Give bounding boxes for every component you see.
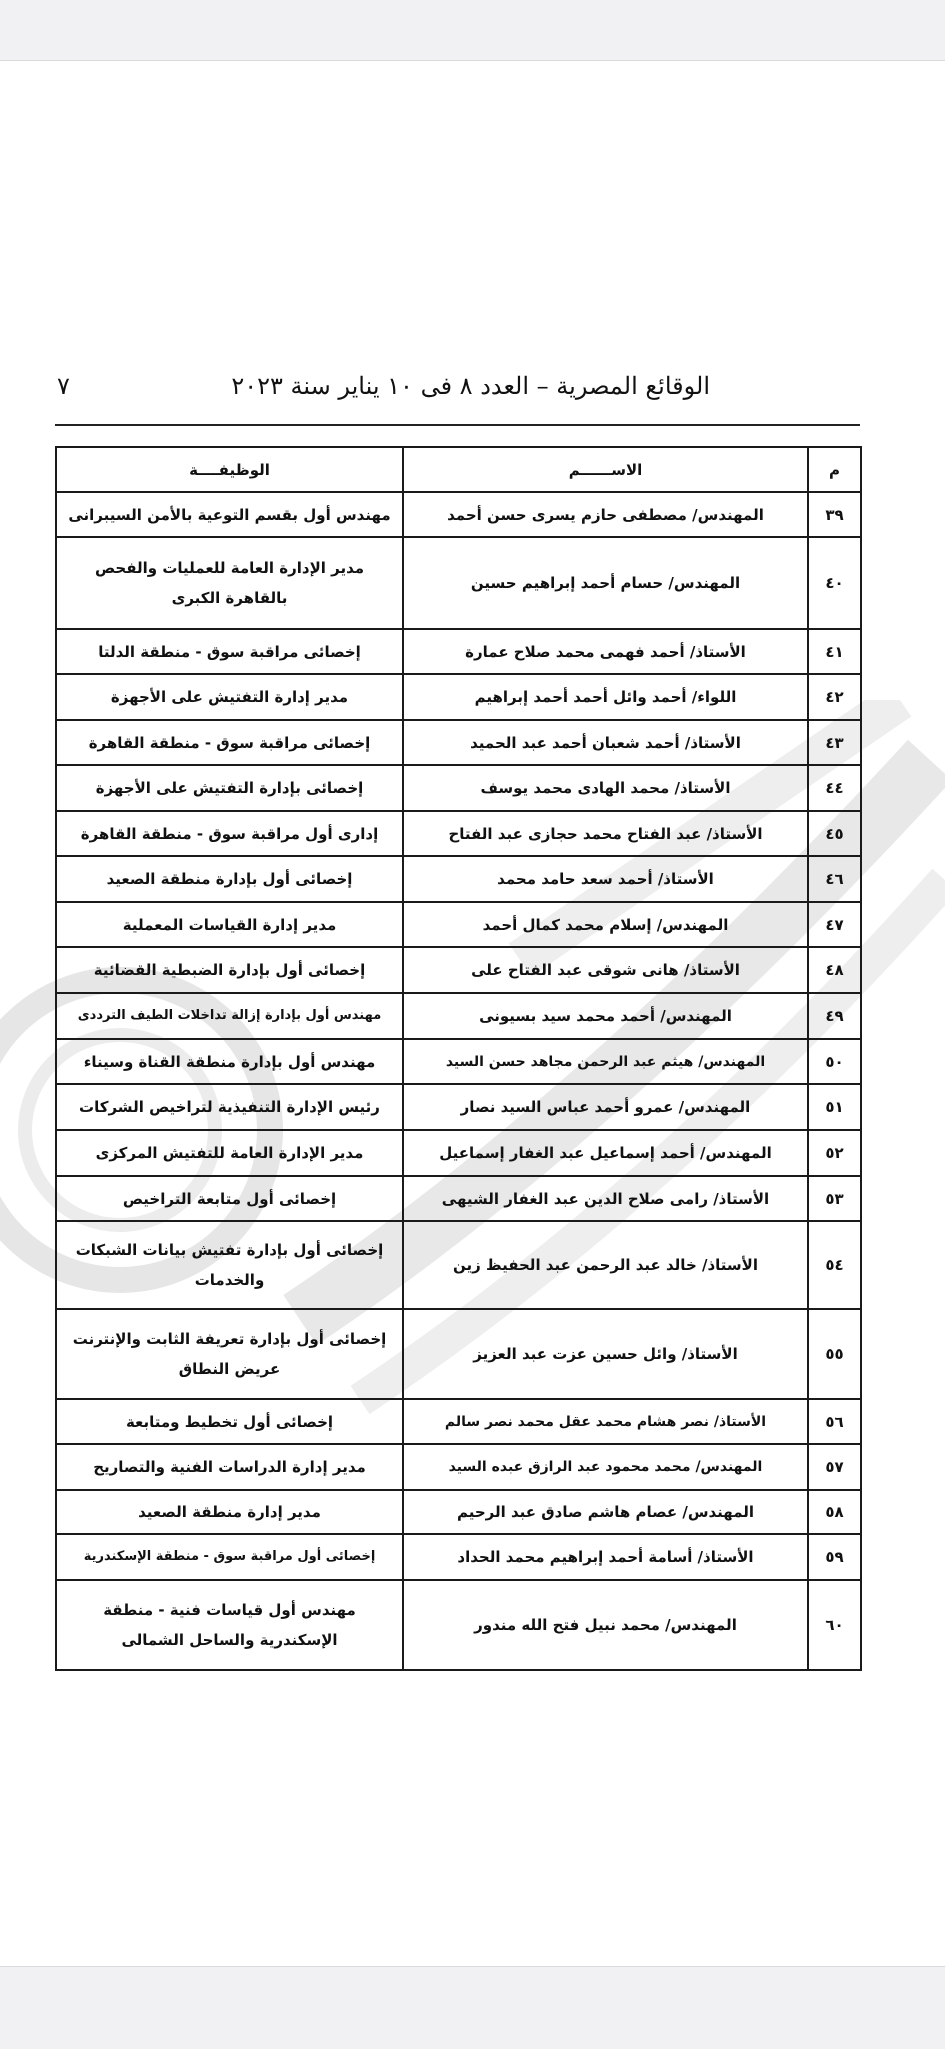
- row-job: مهندس أول بإدارة إزالة تداخلات الطيف الترددى: [56, 993, 403, 1039]
- row-job: مدير إدارة منطقة الصعيد: [56, 1490, 403, 1534]
- row-number: ٤٥: [808, 811, 861, 856]
- table-row: [56, 1534, 861, 1580]
- row-job: مدير الإدارة العامة للتفتيش المركزى: [56, 1130, 403, 1176]
- row-name: المهندس/ محمد نبيل فتح الله مندور: [403, 1580, 808, 1670]
- column-header-job: الوظيفــــة: [56, 447, 403, 492]
- row-number: ٥٥: [808, 1309, 861, 1399]
- row-number: ٥٧: [808, 1444, 861, 1490]
- table-row: [56, 856, 861, 902]
- row-job: مهندس أول قياسات فنية - منطقة الإسكندرية والساحل الشمالى: [56, 1580, 403, 1670]
- row-job: إخصائى أول بإدارة منطقة الصعيد: [56, 856, 403, 902]
- row-job: مدير إدارة التفتيش على الأجهزة: [56, 674, 403, 720]
- row-number: ٤٩: [808, 993, 861, 1039]
- row-name: الأستاذ/ أحمد سعد حامد محمد: [403, 856, 808, 902]
- table-row: [56, 537, 861, 629]
- row-number: ٤٠: [808, 537, 861, 629]
- row-job: إخصائى أول مراقبة سوق - منطقة الإسكندرية: [56, 1534, 403, 1580]
- row-name: المهندس/ عصام هاشم صادق عبد الرحيم: [403, 1490, 808, 1534]
- table-row: [56, 1084, 861, 1130]
- table-row: [56, 765, 861, 811]
- table-row: [56, 1221, 861, 1309]
- row-name: الأستاذ/ هانى شوقى عبد الفتاح على: [403, 947, 808, 993]
- header-title: الوقائع المصرية – العدد ٨ فى ١٠ يناير سنة ٢٠٢٣: [231, 372, 710, 400]
- row-job: إخصائى أول بإدارة تفتيش بيانات الشبكات والخدمات: [56, 1221, 403, 1309]
- row-name: الأستاذ/ أحمد شعبان أحمد عبد الحميد: [403, 720, 808, 765]
- row-number: ٦٠: [808, 1580, 861, 1670]
- table-row: [56, 1444, 861, 1490]
- row-number: ٥٩: [808, 1534, 861, 1580]
- row-name: الأستاذ/ خالد عبد الرحمن عبد الحفيظ زين: [403, 1221, 808, 1309]
- gazette-header: [55, 368, 860, 426]
- viewer-bottom-bar: [0, 1966, 945, 2049]
- table-row: [56, 1399, 861, 1444]
- row-job: إخصائى مراقبة سوق - منطقة الدلتا: [56, 629, 403, 674]
- row-job: إدارى أول مراقبة سوق - منطقة القاهرة: [56, 811, 403, 856]
- row-number: ٣٩: [808, 492, 861, 537]
- row-name: الأستاذ/ أحمد فهمى محمد صلاح عمارة: [403, 629, 808, 674]
- row-name: الأستاذ/ محمد الهادى محمد يوسف: [403, 765, 808, 811]
- table-row: [56, 1580, 861, 1670]
- row-number: ٤٨: [808, 947, 861, 993]
- row-job: مهندس أول بقسم التوعية بالأمن السيبرانى: [56, 492, 403, 537]
- table-row: [56, 1309, 861, 1399]
- row-name: المهندس/ محمد محمود عبد الرازق عبده السيد: [403, 1444, 808, 1490]
- table-header-row: [56, 447, 861, 492]
- row-number: ٥٣: [808, 1176, 861, 1221]
- row-number: ٤٢: [808, 674, 861, 720]
- row-name: المهندس/ إسلام محمد كمال أحمد: [403, 902, 808, 947]
- row-number: ٥٦: [808, 1399, 861, 1444]
- row-number: ٤٣: [808, 720, 861, 765]
- row-job: إخصائى أول تخطيط ومتابعة: [56, 1399, 403, 1444]
- row-number: ٤٦: [808, 856, 861, 902]
- page-number: ٧: [57, 372, 70, 400]
- row-job: مدير إدارة القياسات المعملية: [56, 902, 403, 947]
- appointments-table: [55, 446, 862, 1671]
- table-row: [56, 947, 861, 993]
- row-number: ٥١: [808, 1084, 861, 1130]
- table-row: [56, 720, 861, 765]
- row-job: إخصائى بإدارة التفتيش على الأجهزة: [56, 765, 403, 811]
- table-row: [56, 1176, 861, 1221]
- row-job: إخصائى أول بإدارة الضبطية القضائية: [56, 947, 403, 993]
- table-row: [56, 1130, 861, 1176]
- row-number: ٤٤: [808, 765, 861, 811]
- row-number: ٥٨: [808, 1490, 861, 1534]
- row-job: إخصائى مراقبة سوق - منطقة القاهرة: [56, 720, 403, 765]
- row-number: ٤١: [808, 629, 861, 674]
- row-job: إخصائى أول متابعة التراخيص: [56, 1176, 403, 1221]
- table-row: [56, 674, 861, 720]
- row-name: اللواء/ أحمد وائل أحمد أحمد إبراهيم: [403, 674, 808, 720]
- row-name: الأستاذ/ رامى صلاح الدين عبد الغفار الشيهى: [403, 1176, 808, 1221]
- viewer-top-bar: [0, 0, 945, 61]
- row-name: المهندس/ مصطفى حازم يسرى حسن أحمد: [403, 492, 808, 537]
- table-row: [56, 993, 861, 1039]
- row-name: المهندس/ أحمد محمد سيد بسيونى: [403, 993, 808, 1039]
- table-row: [56, 811, 861, 856]
- table-row: [56, 1039, 861, 1084]
- row-name: الأستاذ/ عبد الفتاح محمد حجازى عبد الفتاح: [403, 811, 808, 856]
- row-job: مدير الإدارة العامة للعمليات والفحص بالقاهرة الكبرى: [56, 537, 403, 629]
- row-name: المهندس/ أحمد إسماعيل عبد الغفار إسماعيل: [403, 1130, 808, 1176]
- row-name: الأستاذ/ نصر هشام محمد عقل محمد نصر سالم: [403, 1399, 808, 1444]
- row-job: رئيس الإدارة التنفيذية لتراخيص الشركات: [56, 1084, 403, 1130]
- row-number: ٤٧: [808, 902, 861, 947]
- row-number: ٥٠: [808, 1039, 861, 1084]
- row-job: إخصائى أول بإدارة تعريفة الثابت والإنترنت عريض النطاق: [56, 1309, 403, 1399]
- row-name: المهندس/ حسام أحمد إبراهيم حسين: [403, 537, 808, 629]
- row-job: مدير إدارة الدراسات الفنية والتصاريح: [56, 1444, 403, 1490]
- column-header-number: م: [808, 447, 861, 492]
- row-job: مهندس أول بإدارة منطقة القناة وسيناء: [56, 1039, 403, 1084]
- row-name: الأستاذ/ وائل حسين عزت عبد العزيز: [403, 1309, 808, 1399]
- row-name: المهندس/ عمرو أحمد عباس السيد نصار: [403, 1084, 808, 1130]
- table-row: [56, 1490, 861, 1534]
- table-row: [56, 902, 861, 947]
- row-number: ٥٤: [808, 1221, 861, 1309]
- table-row: [56, 629, 861, 674]
- table-row: [56, 492, 861, 537]
- column-header-name: الاســــــم: [403, 447, 808, 492]
- row-number: ٥٢: [808, 1130, 861, 1176]
- row-name: المهندس/ هيثم عبد الرحمن مجاهد حسن السيد: [403, 1039, 808, 1084]
- row-name: الأستاذ/ أسامة أحمد إبراهيم محمد الحداد: [403, 1534, 808, 1580]
